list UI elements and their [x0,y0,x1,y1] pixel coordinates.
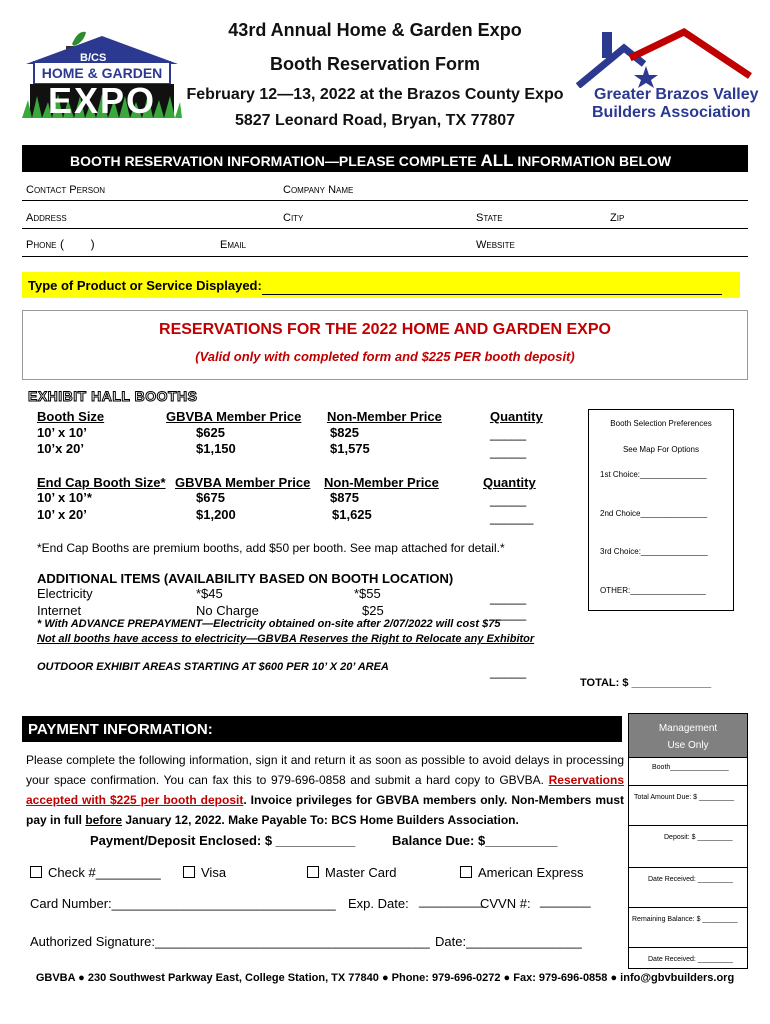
visa-checkbox[interactable] [183,866,195,878]
reservations-title: RESERVATIONS FOR THE 2022 HOME AND GARDEN EXPO [159,321,611,338]
booth-row-1-nonmember: $825 [330,425,359,440]
exp-date-label: Exp. Date: [348,896,409,911]
product-type-label: Type of Product or Service Displayed: [28,278,262,293]
check-label: Check #_________ [48,865,161,880]
payment-enclosed[interactable]: Payment/Deposit Enclosed: $ ___________ [90,833,356,848]
visa-option[interactable] [183,865,226,880]
col-booth-size: Booth Size [37,409,105,424]
gbvba-logo-line2: Builders Association [592,104,751,121]
booth-row-1-qty[interactable]: _____ [490,426,527,441]
pref-map: See Map For Options [622,445,700,454]
event-address: 5827 Leonard Road, Bryan, TX 77807 [234,112,516,129]
visa-label: Visa [201,865,227,880]
amex-checkbox[interactable] [460,866,472,878]
exp-date-line[interactable]: _________ [419,893,485,908]
mgmt-booth-text: Booth_______________ [652,764,729,771]
electricity-note: * With ADVANCE PREPAYMENT—Electricity obtained on-site after 2/07/2022 will cost $75 [37,618,501,630]
contact-person-label: Contact Person [26,184,106,196]
booth-row-1-member: $625 [196,425,225,440]
signature-field[interactable]: Authorized Signature:______________________________________ [30,934,430,949]
phone-label: Phone [26,239,57,251]
pref-second[interactable]: 2nd Choice_______________ [600,509,708,518]
mgmt-total-due [628,785,748,825]
mgmt-date-received-2-text: Date Received: _________ [648,956,733,963]
col-endcap-size: End Cap Booth Size* [37,475,166,490]
balance-due[interactable]: Balance Due: $__________ [392,833,558,848]
booth-info-heading-post: INFORMATION BELOW [513,153,672,169]
booth-row-1-size: 10’ x 10’ [37,425,87,440]
email-label: Email [220,239,247,251]
additional-internet-nonmember: $25 [362,603,384,618]
check-checkbox[interactable] [30,866,42,878]
form-title-line1: 43rd Annual Home & Garden Expo [228,20,522,40]
management-title-2: Use Only [667,740,709,751]
additional-internet: Internet [37,603,82,618]
endcap-row-2-member: $1,200 [196,507,236,522]
row-divider-1 [22,200,748,201]
payment-para-before: before [85,813,123,827]
payment-para-red: Reservations accepted with $225 per booth deposit [26,773,624,807]
state-label: State [476,212,503,224]
outdoor-areas-note: OUTDOOR EXHIBIT AREAS STARTING AT $600 PER 10’ X 20’ AREA [37,661,389,673]
cvvn-line[interactable]: _______ [540,893,591,908]
additional-internet-qty[interactable]: _____ [490,606,527,621]
endcap-row-2-size: 10’ x 20’ [37,507,87,522]
pref-title: Booth Selection Preferences [610,419,712,428]
row-divider-2 [22,228,748,229]
additional-electricity-qty[interactable]: _____ [490,590,527,605]
payment-paragraph [26,750,624,830]
website-label: Website [476,239,515,251]
endcap-row-1-size: 10’ x 10’* [37,490,92,505]
exhibit-hall-heading: EXHIBIT HALL BOOTHS [28,388,198,404]
city-label: City [283,212,304,224]
mastercard-checkbox[interactable] [307,866,319,878]
additional-items-heading: ADDITIONAL ITEMS (AVAILABILITY BASED ON BOOTH LOCATION) [37,571,454,586]
footer-contact: GBVBA ● 230 Southwest Parkway East, College Station, TX 77840 ● Phone: 979-696-0272 ● Fax: 979-696-0858 ● info@gbvbuilders.org [35,972,735,984]
endcap-row-2-nonmember: $1,625 [332,507,372,522]
booth-info-heading [22,145,748,172]
address-label: Address [26,212,67,224]
payment-heading: PAYMENT INFORMATION: [22,716,622,742]
logo-bcs-text: B/CS [80,52,107,64]
endcap-row-2-qty[interactable]: ______ [490,510,534,525]
mgmt-deposit [628,825,748,867]
col-nonmember-price: Non-Member Price [327,409,442,424]
gbvba-logo-line1: Greater Brazos Valley [594,86,759,103]
pref-first[interactable]: 1st Choice:_______________ [600,470,707,479]
col-endcap-nonmember: Non-Member Price [324,475,439,490]
mgmt-date-received-2 [628,947,748,969]
col-quantity: Quantity [490,409,543,424]
logo-home-garden-text: HOME & GARDEN [41,65,163,81]
additional-electricity-member: *$45 [196,586,223,601]
mastercard-label: Master Card [325,865,397,880]
event-dates: February 12—13, 2022 at the Brazos County Expo [186,86,564,103]
management-title-1: Management [658,723,718,734]
relocation-note: Not all booths have access to electricity—GBVBA Reserves the Right to Relocate any Exhibitor [37,633,535,645]
pref-third[interactable]: 3rd Choice:_______________ [600,547,708,556]
pref-other[interactable]: OTHER:_________________ [600,586,706,595]
reservations-subtitle: (Valid only with completed form and $225 PER booth deposit) [195,349,575,364]
product-type-bar [22,272,740,298]
amex-option[interactable] [460,865,583,880]
zip-label: Zip [610,212,625,224]
additional-electricity: Electricity [37,586,93,601]
company-name-label: Company Name [283,184,354,196]
product-type-line[interactable] [262,294,722,295]
amex-label: American Express [478,865,584,880]
mgmt-deposit-text: Deposit: $ _________ [664,834,733,841]
booth-row-2-size: 10’x 20’ [37,441,84,456]
mgmt-total-due-text: Total Amount Due: $ _________ [634,794,735,801]
phone-area-code: ( ) [60,237,95,251]
home-garden-expo-logo [22,22,182,121]
col-endcap-quantity: Quantity [483,475,536,490]
check-option[interactable] [30,865,161,880]
total-field[interactable]: TOTAL: $ _____________ [580,677,712,689]
booth-info-heading-all: ALL [480,151,514,170]
mastercard-option[interactable] [307,865,397,880]
payment-para-c: January 12, 2022. Make Payable To: BCS Home Builders Association. [122,813,519,827]
outdoor-qty[interactable]: _____ [490,664,527,679]
house-roof-icon [574,28,754,88]
mgmt-date-received-1 [628,867,748,907]
additional-electricity-nonmember: *$55 [354,586,381,601]
endcap-note: *End Cap Booths are premium booths, add $50 per booth. See map attached for detail.* [37,541,505,555]
col-member-price: GBVBA Member Price [166,409,302,424]
gbvba-logo [574,28,759,124]
endcap-row-1-nonmember: $875 [330,490,359,505]
row-divider-3 [22,256,748,257]
payment-para-a: Please complete the following information, sign it and return it as soon as possible to avoid delays in processing your space confirmation. You can fax this to 979-696-0858 and submit a hard copy to GBVBA. [26,753,624,787]
col-endcap-member: GBVBA Member Price [175,475,311,490]
mgmt-date-received-1-text: Date Received: _________ [648,876,733,883]
booth-preferences-box [588,409,734,611]
booth-info-heading-pre: BOOTH RESERVATION INFORMATION—PLEASE COMPLETE [70,153,481,169]
form-title-line2: Booth Reservation Form [269,54,481,74]
logo-expo-text: EXPO [47,80,157,121]
reservations-box [22,310,748,380]
mgmt-remaining-text: Remaining Balance: $ _________ [632,916,738,923]
additional-internet-member: No Charge [196,603,259,618]
booth-row-2-member: $1,150 [196,441,236,456]
management-header [629,714,747,758]
signature-date-field[interactable]: Date:________________ [435,934,582,949]
payment-para-b: . Invoice privileges for GBVBA members only. Non-Members must pay in full [26,793,624,827]
endcap-row-1-member: $675 [196,490,225,505]
booth-row-2-nonmember: $1,575 [330,441,370,456]
mgmt-booth [628,757,748,785]
card-number-field[interactable]: Card Number:_______________________________ [30,896,336,911]
booth-row-2-qty[interactable]: _____ [490,444,527,459]
cvvn-label: CVVN #: [480,896,531,911]
endcap-row-1-qty[interactable]: _____ [490,492,527,507]
mgmt-remaining [628,907,748,947]
